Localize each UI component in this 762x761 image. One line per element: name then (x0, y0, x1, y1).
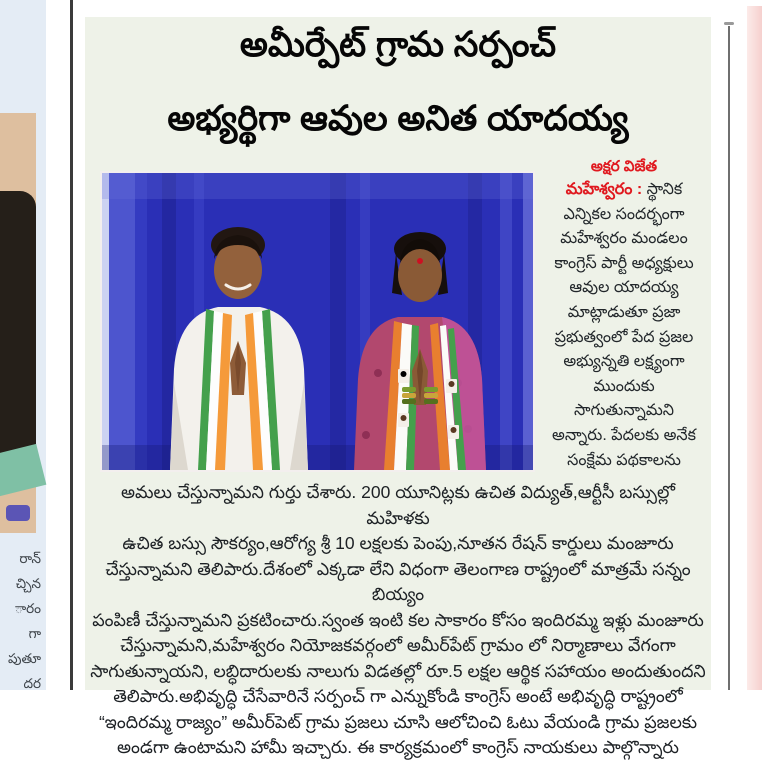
text-fragment: ారం (14, 601, 41, 616)
body-line: అమలు చేస్తున్నామని గుర్తు చేశారు. 200 యూనిట్లకు ఉచిత విద్యుత్,ఆర్టీసీ బస్సుల్లో మహిళకు (120, 482, 676, 528)
headline-line-2: అభ్యర్థిగా ఆవుల అనిత యాదయ్య (167, 99, 629, 138)
left-column-text-fragments (0, 546, 41, 696)
text-fragment: పుతూ (8, 651, 41, 666)
right-column-line: మాట్లాడుతూ ప్రజా (567, 303, 681, 321)
right-page-edge-strip (747, 6, 762, 690)
column-divider-rule (70, 0, 73, 690)
body-line: ఉచిత బస్సు సౌకర్యం,ఆరోగ్య శ్రీ 10 లక్షలకు పెంపు,నూతన రేషన్ కార్డులు మంజూరు (122, 533, 674, 553)
byline: అక్షర విజేత (590, 158, 658, 175)
dateline-place: మహేశ్వరం : (565, 181, 643, 198)
right-rule-cap (724, 22, 734, 25)
right-column-line: మహేశ్వరం మండలం (560, 230, 688, 248)
text-fragment: చ్చిన (15, 576, 41, 591)
left-partial-photo (0, 113, 36, 533)
right-column-line: అన్నారు. పేదలకు అనేక (552, 426, 696, 444)
text-fragment: గా (28, 626, 41, 641)
body-line: తెలిపారు.అభివృద్ధి చేసేవారినే సర్పంచ్ గా ఎన్నుకోండి కాంగ్రెస్ అంటే అభివృద్ధి రాష్ట్రంలో (113, 686, 683, 706)
right-column-line: ప్రభుత్వంలో పేద ప్రజల (554, 328, 694, 346)
text-fragment: రాన్ (19, 551, 41, 566)
right-column-line: సాగుతున్నామని (574, 402, 674, 420)
dateline (537, 178, 711, 203)
article-box (85, 17, 711, 757)
body-line: పంపిణీ చేస్తున్నామని ప్రకటించారు.స్వంత ఇంటి కల సాకారం కోసం ఇందిరమ్మ ఇళ్లు మంజూరు (92, 609, 704, 630)
candidates-photo-illustration (102, 173, 533, 470)
headline-line-1: అమీర్పేట్ గ్రామ సర్పంచ్ (239, 25, 557, 64)
right-column-line: ఆవుల యాదయ్య (569, 279, 679, 297)
article-right-column (537, 156, 711, 473)
body-line: చేస్తున్నామని తెలిపారు.దేశంలో ఎక్కడా లేని విధంగా తెలంగాణ రాష్ట్రంలో మాత్రమే సన్నం బియ్యం (105, 558, 691, 604)
right-column-line: సంక్షేమ పథకాలను (567, 451, 681, 469)
body-line: చేస్తున్నామని,మహేశ్వరం నియోజకవర్గంలో అమీర్‌పేట్ గ్రామం లో నిర్మాణాలు వేగంగా (120, 635, 676, 655)
right-column-line: అభ్యున్నతి లక్ష్యంగా (563, 353, 685, 371)
body-line-partial: అండగా ఉంటామని హామీ ఇచ్చారు. ఈ కార్యక్రమంలో కాంగ్రెస్ నాయకులు పాల్గొన్నారు (117, 737, 679, 757)
dateline-rest: స్థానిక (646, 181, 683, 198)
right-column-line: ఎన్నికల సందర్భంగా (563, 205, 685, 223)
body-line: “ఇందిరమ్మ రాజ్యం” అమీర్‌పెట్ గ్రామ ప్రజలు చూసి ఆలోచించి ఓటు వేయండి గ్రామ ప్రజలకు (98, 711, 698, 732)
left-photo-person (0, 191, 36, 455)
candidates-photo (102, 173, 533, 470)
article-body (89, 480, 707, 761)
body-line: సాగుతున్నాయని, లబ్ధిదారులకు నాలుగు విడతల్లో రూ.5 లక్షల ఆర్థిక సహాయం అందుతుందని (90, 660, 706, 681)
right-column-line: ముందుకు (593, 377, 655, 395)
right-column-rule (728, 26, 730, 690)
left-photo-purple-object (6, 505, 30, 521)
right-column-line: కాంగ్రెస్ పార్టీ అధ్యక్షులు (554, 254, 694, 272)
text-fragment: దర (23, 676, 41, 691)
